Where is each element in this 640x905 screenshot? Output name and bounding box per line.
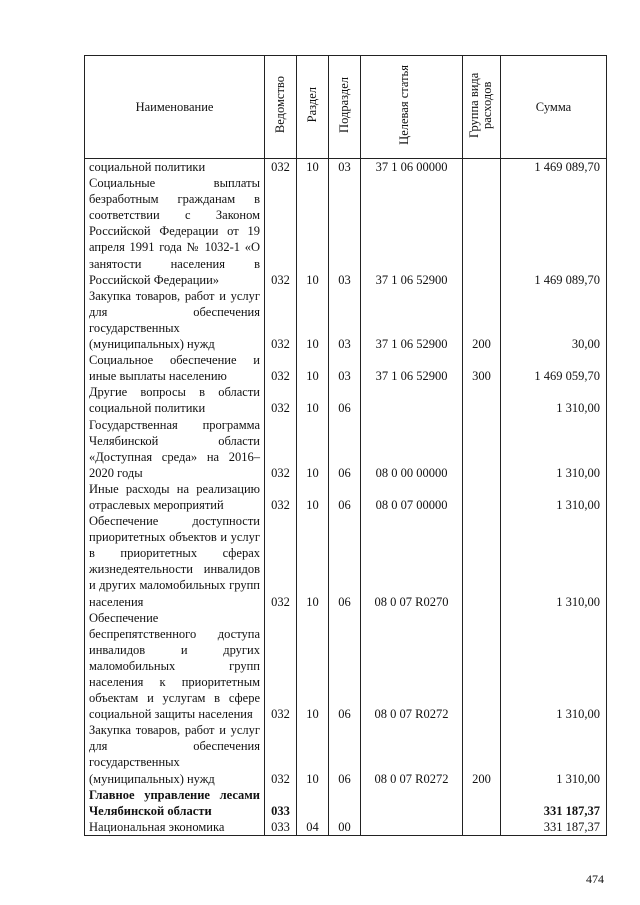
header-razdel: Раздел <box>297 56 329 159</box>
table-row <box>85 722 607 786</box>
cell-vedomstvo: 032 <box>265 417 297 481</box>
cell-vedomstvo: 032 <box>265 481 297 513</box>
table-row <box>85 513 607 610</box>
cell-podrazdel: 00 <box>329 819 361 836</box>
cell-razdel: 10 <box>297 481 329 513</box>
cell-name: Иные расходы на реализацию отраслевых мероприятий <box>85 481 265 513</box>
cell-razdel: 10 <box>297 610 329 723</box>
cell-name: Государственная программа Челябинской области «Доступная среда» на 2016–2020 годы <box>85 417 265 481</box>
cell-tselevaya: 08 0 07 R0270 <box>361 513 463 610</box>
cell-tselevaya: 08 0 07 R0272 <box>361 610 463 723</box>
table-header-row <box>85 56 607 159</box>
cell-razdel: 10 <box>297 352 329 384</box>
cell-tselevaya: 08 0 00 00000 <box>361 417 463 481</box>
cell-summa: 1 310,00 <box>501 610 607 723</box>
cell-name: Социальные выплаты безработным гражданам в соответствии с Законом Российской Федерации от 19 апреля 1991 года № 1032-1 «О занятости населения в Российской Федерации» <box>85 175 265 288</box>
cell-vedomstvo: 032 <box>265 513 297 610</box>
cell-tselevaya: 37 1 06 52900 <box>361 352 463 384</box>
header-name: Наименование <box>85 56 265 159</box>
cell-vedomstvo: 033 <box>265 819 297 836</box>
header-gruppa: Группа вида расходов <box>463 56 501 159</box>
cell-tselevaya <box>361 384 463 416</box>
cell-summa: 1 310,00 <box>501 513 607 610</box>
cell-summa: 1 469 089,70 <box>501 159 607 176</box>
table-row <box>85 819 607 836</box>
cell-summa: 1 310,00 <box>501 384 607 416</box>
cell-podrazdel: 06 <box>329 610 361 723</box>
cell-tselevaya: 37 1 06 52900 <box>361 175 463 288</box>
cell-tselevaya <box>361 787 463 819</box>
cell-summa: 1 310,00 <box>501 481 607 513</box>
header-podrazdel: Подраздел <box>329 56 361 159</box>
budget-table <box>84 55 607 836</box>
table-row <box>85 481 607 513</box>
cell-summa: 1 310,00 <box>501 417 607 481</box>
header-vedomstvo: Ведомство <box>265 56 297 159</box>
cell-vedomstvo: 032 <box>265 352 297 384</box>
table-body <box>85 159 607 836</box>
cell-vedomstvo: 032 <box>265 384 297 416</box>
cell-gruppa <box>463 787 501 819</box>
cell-gruppa: 200 <box>463 288 501 352</box>
cell-podrazdel: 03 <box>329 159 361 176</box>
cell-summa: 331 187,37 <box>501 787 607 819</box>
cell-podrazdel: 06 <box>329 722 361 786</box>
cell-gruppa <box>463 481 501 513</box>
cell-vedomstvo: 032 <box>265 288 297 352</box>
table-row <box>85 175 607 288</box>
cell-podrazdel <box>329 787 361 819</box>
cell-vedomstvo: 032 <box>265 610 297 723</box>
cell-summa: 1 469 059,70 <box>501 352 607 384</box>
cell-gruppa <box>463 610 501 723</box>
cell-name: Главное управление лесами Челябинской области <box>85 787 265 819</box>
cell-razdel: 10 <box>297 175 329 288</box>
cell-name: Закупка товаров, работ и услуг для обеспечения государственных (муниципальных) нужд <box>85 722 265 786</box>
header-summa: Сумма <box>501 56 607 159</box>
cell-name: Обеспечение беспрепятственного доступа инвалидов и других маломобильных групп населения к приоритетным объектам и услугам в сфере социальной защиты населения <box>85 610 265 723</box>
table-row <box>85 610 607 723</box>
cell-gruppa <box>463 175 501 288</box>
cell-tselevaya: 08 0 07 00000 <box>361 481 463 513</box>
cell-vedomstvo: 032 <box>265 175 297 288</box>
table-row <box>85 288 607 352</box>
cell-gruppa <box>463 384 501 416</box>
cell-razdel: 10 <box>297 288 329 352</box>
cell-name: социальной политики <box>85 159 265 176</box>
table-row <box>85 352 607 384</box>
table-row <box>85 159 607 176</box>
cell-podrazdel: 06 <box>329 513 361 610</box>
cell-summa: 331 187,37 <box>501 819 607 836</box>
cell-gruppa <box>463 819 501 836</box>
cell-tselevaya <box>361 819 463 836</box>
cell-razdel: 10 <box>297 417 329 481</box>
header-tselevaya: Целевая статья <box>361 56 463 159</box>
cell-gruppa <box>463 513 501 610</box>
table-row <box>85 417 607 481</box>
cell-name: Другие вопросы в области социальной политики <box>85 384 265 416</box>
cell-summa: 1 310,00 <box>501 722 607 786</box>
cell-podrazdel: 03 <box>329 288 361 352</box>
cell-name: Национальная экономика <box>85 819 265 836</box>
cell-razdel: 10 <box>297 159 329 176</box>
cell-gruppa <box>463 417 501 481</box>
cell-razdel: 04 <box>297 819 329 836</box>
cell-razdel <box>297 787 329 819</box>
cell-name: Социальное обеспечение и иные выплаты населению <box>85 352 265 384</box>
cell-name: Обеспечение доступности приоритетных объектов и услуг в приоритетных сферах жизнедеятельности инвалидов и других маломобильных групп населения <box>85 513 265 610</box>
cell-gruppa: 300 <box>463 352 501 384</box>
cell-gruppa <box>463 159 501 176</box>
cell-tselevaya: 37 1 06 52900 <box>361 288 463 352</box>
cell-podrazdel: 06 <box>329 384 361 416</box>
table-row <box>85 384 607 416</box>
budget-table-container <box>84 55 606 836</box>
cell-podrazdel: 03 <box>329 352 361 384</box>
page-number: 474 <box>586 872 604 886</box>
cell-vedomstvo: 033 <box>265 787 297 819</box>
cell-summa: 1 469 089,70 <box>501 175 607 288</box>
cell-razdel: 10 <box>297 384 329 416</box>
cell-razdel: 10 <box>297 513 329 610</box>
cell-vedomstvo: 032 <box>265 159 297 176</box>
table-row <box>85 787 607 819</box>
cell-podrazdel: 03 <box>329 175 361 288</box>
cell-podrazdel: 06 <box>329 417 361 481</box>
cell-summa: 30,00 <box>501 288 607 352</box>
cell-podrazdel: 06 <box>329 481 361 513</box>
cell-name: Закупка товаров, работ и услуг для обеспечения государственных (муниципальных) нужд <box>85 288 265 352</box>
cell-gruppa: 200 <box>463 722 501 786</box>
cell-tselevaya: 37 1 06 00000 <box>361 159 463 176</box>
cell-tselevaya: 08 0 07 R0272 <box>361 722 463 786</box>
cell-vedomstvo: 032 <box>265 722 297 786</box>
cell-razdel: 10 <box>297 722 329 786</box>
